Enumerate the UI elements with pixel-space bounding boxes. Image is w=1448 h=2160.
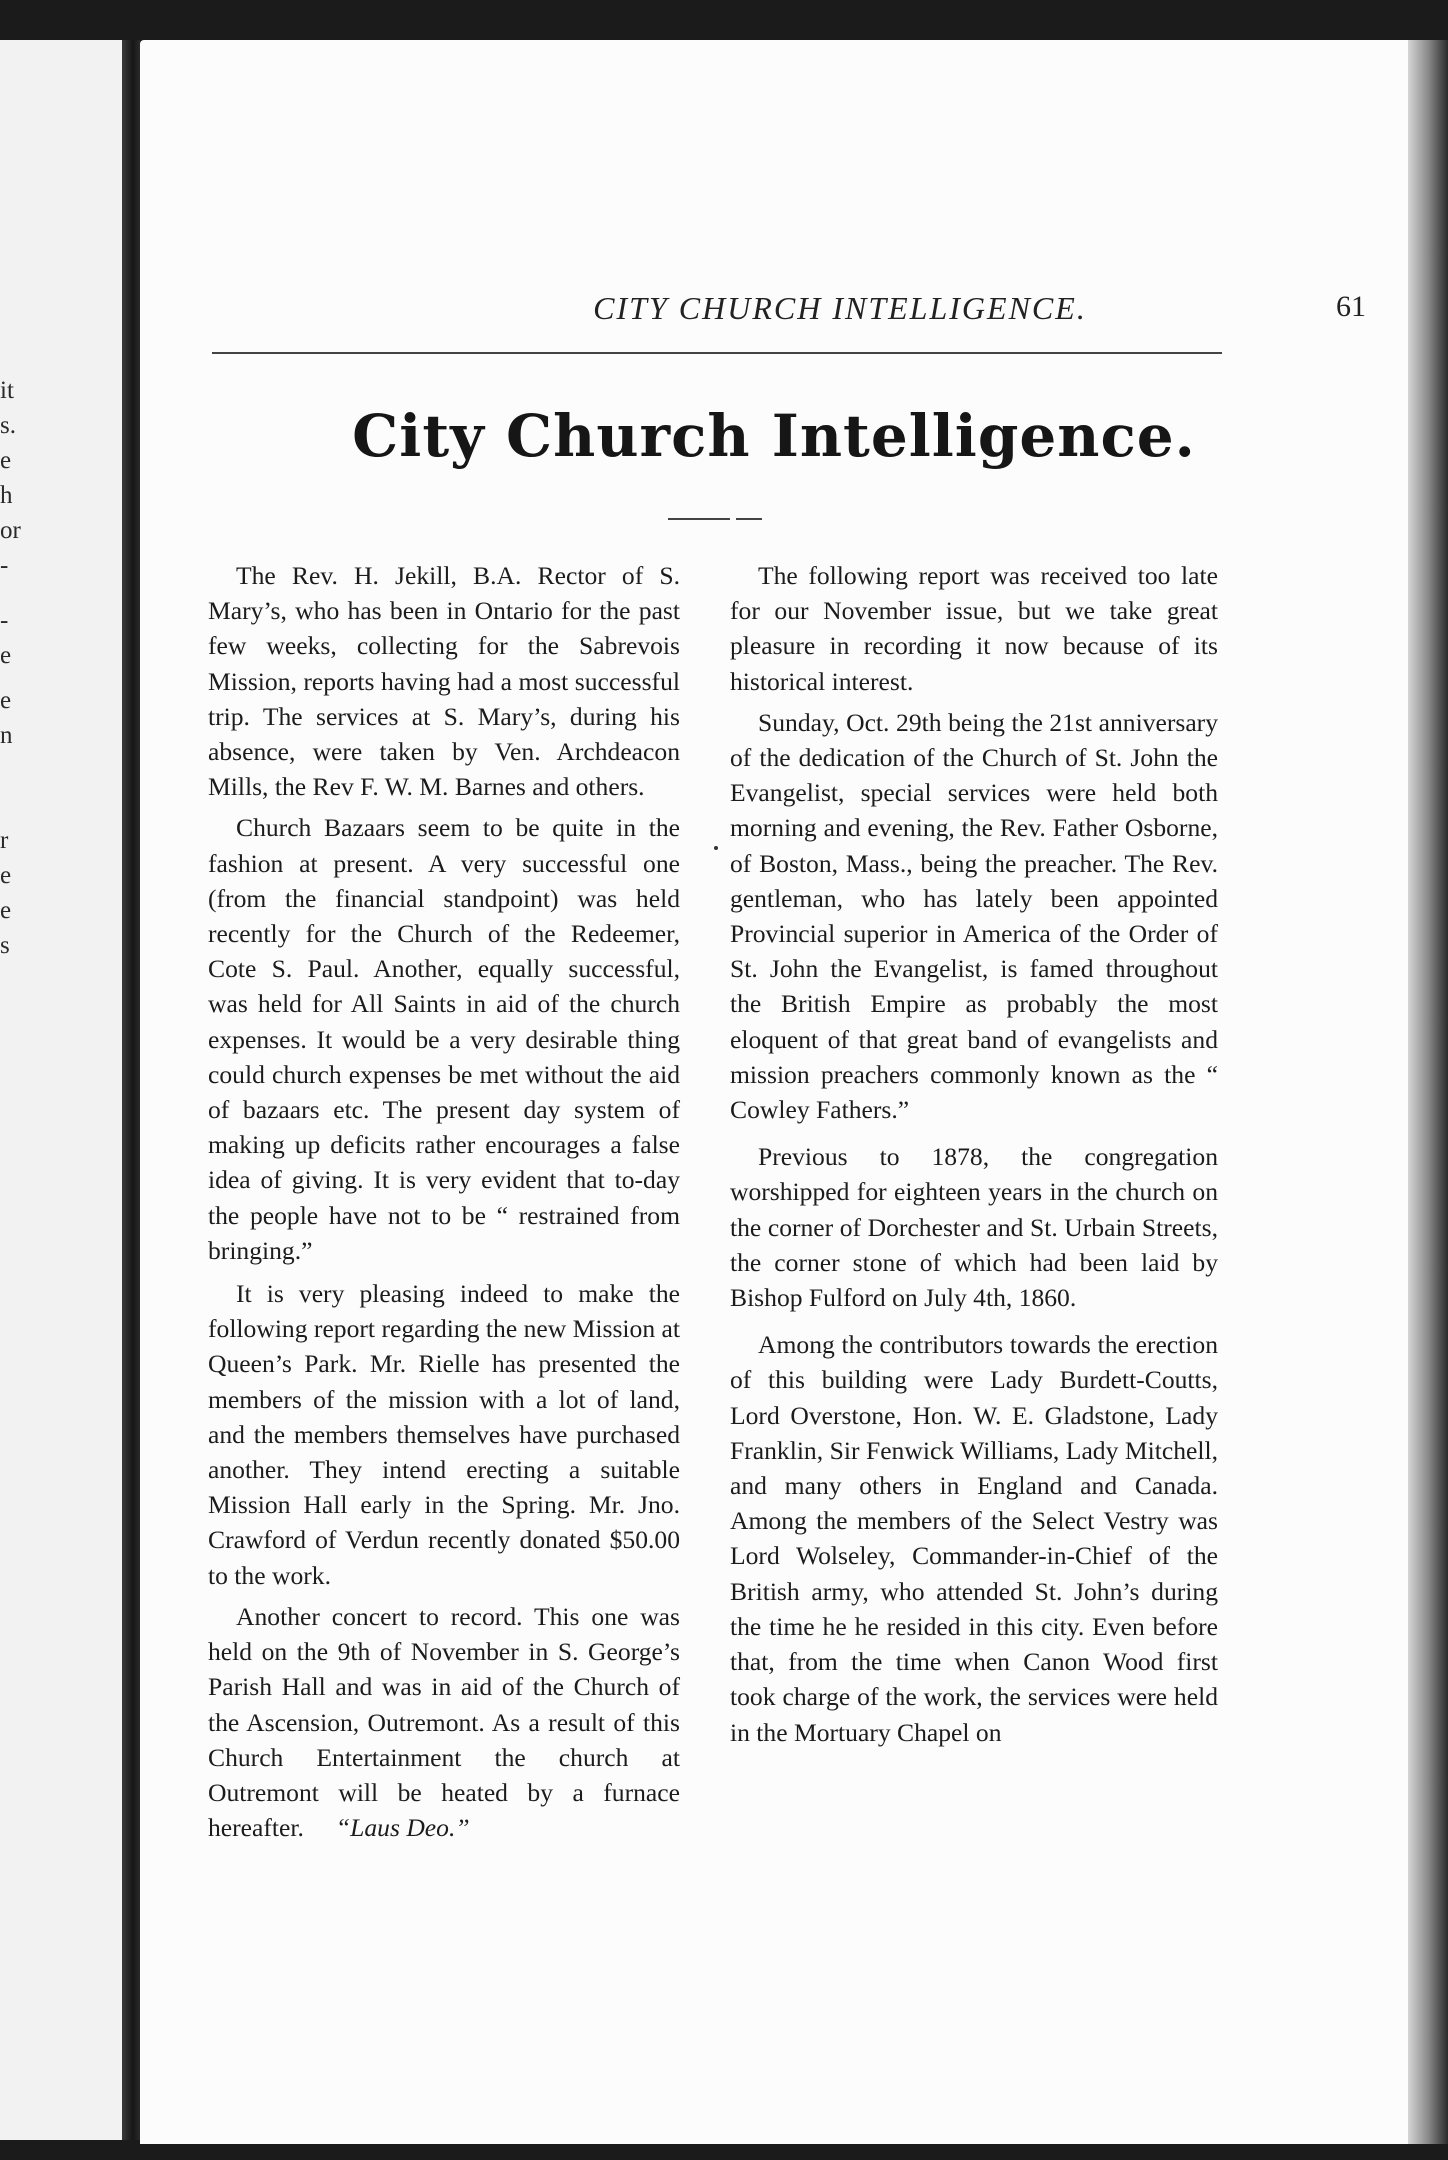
prev-page-fragment: or <box>0 517 21 544</box>
paragraph: The following report was received too late for our November issue, but we take great pleasure in recording it now because of its historical interest. <box>730 561 1218 696</box>
prev-page-fragment: e <box>0 687 12 714</box>
paragraph: Previous to 1878, the congregation worshipped for eighteen years in the church on the corner of Dorchester and St. Urbain Streets, the corner stone of which had been laid by Bishop Fulford on July 4th, 1860. <box>730 1142 1218 1313</box>
previous-page-edge <box>0 40 122 2140</box>
paragraph-text: Another concert to record. This one was held on the 9th of November in S. George’s Parish Hall and was in aid of the Church of the Ascension, Outremont. As a result of this Church Entertainment the church at Outremont will be heated by a furnace hereafter. <box>208 1601 680 1843</box>
prev-page-fragment: e <box>0 897 12 924</box>
page-number: 61 <box>1336 290 1366 323</box>
prev-page-fragment: r <box>0 827 9 854</box>
book-gutter <box>122 40 140 2140</box>
right-column <box>730 558 1218 1756</box>
page-edge-shadow <box>1408 40 1448 2144</box>
title-divider <box>736 518 762 520</box>
paragraph: Among the contributors towards the erection of this building were Lady Burdett-Coutts, Lord Overstone, Hon. W. E. Gladstone, Lady Franklin, Sir Fenwick Williams, Lady Mitchell, and many others in England and Canada. Among the members of the Select Vestry was Lord Wolseley, Commander-in-Chief of the British army, who attended St. John’s during the time he he resided in this city. Even before that, from the time when Canon Wood first took charge of the work, the services were held in the Mortuary Chapel on <box>730 1330 1218 1747</box>
prev-page-fragment: e <box>0 862 12 889</box>
prev-page-fragment: s <box>0 932 10 959</box>
paragraph <box>208 1599 680 1845</box>
prev-page-fragment: n <box>0 722 13 749</box>
title-divider <box>668 518 730 520</box>
header-rule <box>212 352 1222 354</box>
column-dot <box>714 846 718 850</box>
prev-page-fragment: - <box>0 552 9 579</box>
paragraph: Sunday, Oct. 29th being the 21st anniversary of the dedication of the Church of St. John the Evangelist, special services were held both morning and evening, the Rev. Father Osborne, of Boston, Mass., being the preacher. The Rev. gentleman, who has lately been appointed Provincial superior in America of the Order of St. John the Evangelist, is famed throughout the British Empire as probably the most eloquent of that great band of evangelists and mission preachers commonly known as the “ Cowley Fathers.” <box>730 707 1218 1125</box>
prev-page-fragment: s. <box>0 412 16 439</box>
paragraph: Church Bazaars seem to be quite in the fashion at present. A very successful one (from the financial standpoint) was held recently for the Church of the Redeemer, Cote S. Paul. Another, equally successful, was held for All Saints in aid of the church expenses. It would be a very desirable thing could church expenses be met without the aid of bazaars etc. The present day system of making up deficits rather encourages a false idea of giving. It is very evident that to-day the people have not to be “ restrained from bringing.” <box>208 813 680 1265</box>
signoff: “Laus Deo.” <box>335 1813 470 1843</box>
prev-page-fragment: - <box>0 607 9 634</box>
prev-page-fragment: e <box>0 642 12 669</box>
prev-page-fragment: e <box>0 447 12 474</box>
article-title: City Church Intelligence. <box>352 402 1196 470</box>
prev-page-fragment: h <box>0 482 13 509</box>
prev-page-fragment: it <box>0 377 14 404</box>
running-head: CITY CHURCH INTELLIGENCE. <box>593 290 1087 326</box>
paragraph: The Rev. H. Jekill, B.A. Rector of S. Mary’s, who has been in Ontario for the past few weeks, collecting for the Sabrevois Mission, reports having had a most successful trip. The services at S. Mary’s, during his absence, were taken by Ven. Archdeacon Mills, the Rev F. W. M. Barnes and others. <box>208 561 680 802</box>
left-column <box>208 558 680 1851</box>
paragraph: It is very pleasing indeed to make the following report regarding the new Mission at Queen’s Park. Mr. Rielle has presented the members of the mission with a lot of land, and the members themselves have purchased another. They intend erecting a suitable Mission Hall early in the Spring. Mr. Jno. Crawford of Verdun recently donated $50.00 to the work. <box>208 1279 680 1590</box>
book-page <box>140 40 1408 2144</box>
